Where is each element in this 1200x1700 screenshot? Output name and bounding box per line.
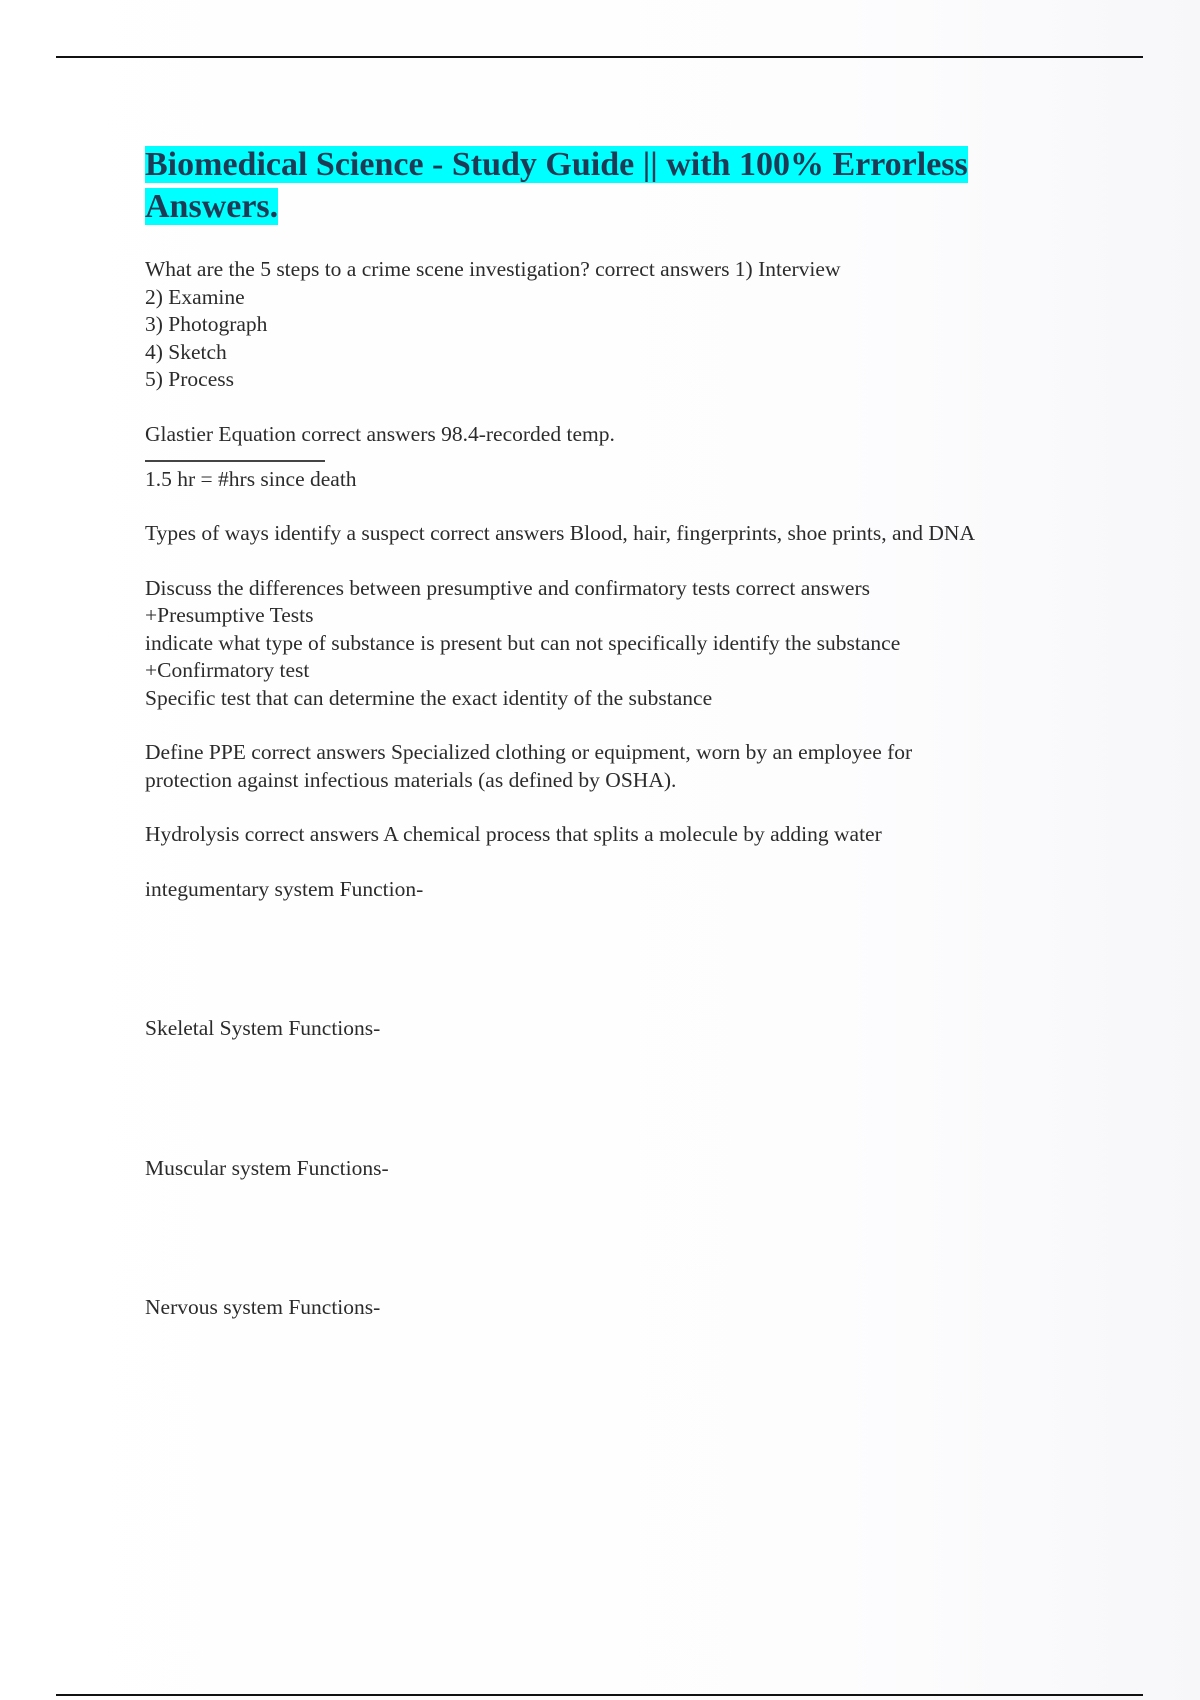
entry-line: indicate what type of substance is present but can not specifically identify the substance [145, 630, 901, 655]
entry-line: protection against infectious materials (as defined by OSHA). [145, 767, 677, 792]
entry-line: Types of ways identify a suspect correct answers Blood, hair, fingerprints, shoe prints, and DNA [145, 521, 975, 545]
entry-line: 1.5 hr = #hrs since death [145, 466, 357, 491]
fraction-bar [145, 460, 325, 462]
entry-line: Discuss the differences between presumptive and confirmatory tests correct answers [145, 575, 870, 600]
entry-line: Hydrolysis correct answers A chemical process that splits a molecule by adding water [145, 822, 882, 846]
entry-line: 2) Examine [145, 284, 245, 309]
entry-line: 3) Photograph [145, 312, 268, 336]
section-nervous: Nervous system Functions- [145, 1295, 381, 1319]
section-integumentary: integumentary system Function- [145, 876, 424, 901]
entry-line: Glastier Equation correct answers 98.4-recorded temp. [145, 421, 615, 446]
entry-line: Define PPE correct answers Specialized clothing or equipment, worn by an employee for [145, 740, 913, 764]
footer-rule [56, 1694, 1143, 1696]
entry-glastier [145, 421, 1095, 494]
entry-line: +Confirmatory test [145, 658, 310, 682]
entry-line: Specific test that can determine the exact identity of the substance [145, 685, 713, 710]
entry-line: What are the 5 steps to a crime scene investigation? correct answers 1) Interview [145, 257, 841, 281]
entry-tests [145, 575, 1095, 713]
header-rule [56, 56, 1143, 58]
entry-suspect [145, 520, 1095, 548]
entry-line: 4) Sketch [145, 339, 227, 364]
entry-line: +Presumptive Tests [145, 603, 314, 627]
entry-hydrolysis [145, 821, 1095, 849]
entry-ppe [145, 739, 1095, 794]
entry-line: 5) Process [145, 367, 234, 391]
document-title: Biomedical Science - Study Guide || with 100% Errorless Answers. [145, 146, 968, 225]
document-body [145, 144, 1095, 1322]
entry-crime-scene [145, 256, 1095, 394]
section-muscular: Muscular system Functions- [145, 1155, 389, 1180]
section-skeletal: Skeletal System Functions- [145, 1016, 381, 1040]
